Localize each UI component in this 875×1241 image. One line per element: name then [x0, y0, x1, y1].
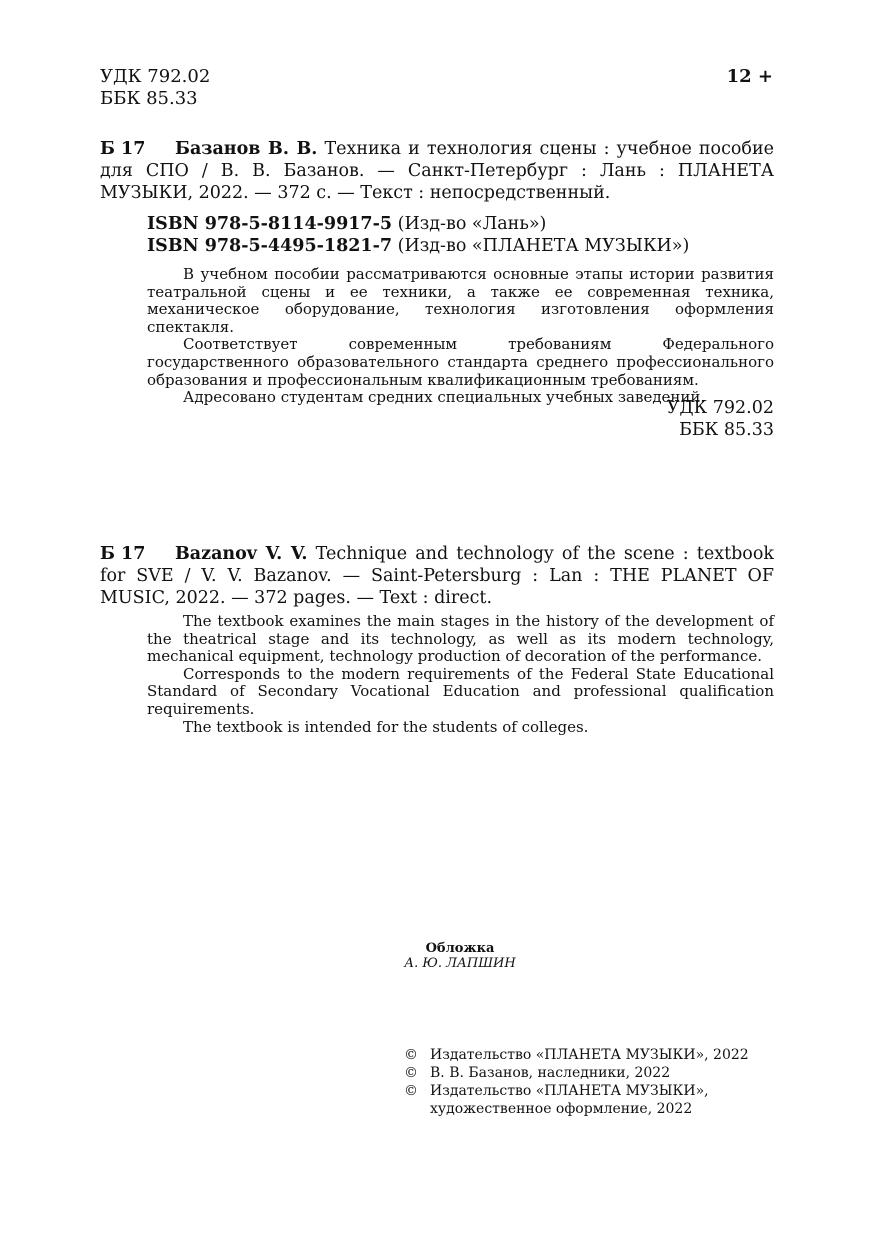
copyright-icon: © [404, 1065, 418, 1081]
en-bibliographic-entry [100, 543, 774, 609]
copyright-line: © Издательство «ПЛАНЕТА МУЗЫКИ», [404, 1083, 709, 1099]
ru-bibliographic-entry [100, 138, 774, 204]
en-library-code: Б 17 [100, 544, 146, 564]
cover-credit [300, 941, 620, 971]
en-abstract [147, 613, 774, 736]
age-rating: 12 + [726, 66, 773, 87]
ru-abstract-paragraph: В учебном пособии рассматриваются основные этапы истории развития театральной сцены и ее техники, а также ее современная техника, механическое оборудование, технология изготовления оформления спектакля. [147, 265, 774, 336]
copyright-line: © В. В. Базанов, наследники, 2022 [404, 1065, 671, 1081]
ru-author: Базанов В. В. [175, 139, 318, 159]
header-bbk: ББК 85.33 [100, 88, 198, 109]
isbn-lan: ISBN 978-5-8114-9917-5 [147, 214, 393, 234]
en-bib-text: Technique and technology of the scene : textbook for SVE / V. V. Bazanov. — Saint-Petersburg : Lan : THE PLANET OF MUSIC, 2022. — 372 pages. — Text : direct. [100, 544, 774, 608]
copyright-line-continuation: художественное оформление, 2022 [430, 1101, 693, 1117]
en-author: Bazanov V. V. [175, 544, 308, 564]
isbn-lan-publisher: (Изд-во «Лань») [397, 214, 547, 234]
en-bib-description [100, 543, 774, 609]
en-abstract-paragraph: Corresponds to the modern requirements of the Federal State Educational Standard of Secondary Vocational Education and professional qualification requirements. [147, 664, 774, 718]
copyright-line: © Издательство «ПЛАНЕТА МУЗЫКИ», 2022 [404, 1047, 749, 1063]
ru-bib-text: Техника и технология сцены : учебное пособие для СПО / В. В. Базанов. — Санкт-Петербург : Лань : ПЛАНЕТА МУЗЫКИ, 2022. — 372 с. — Текст : непосредственный. [100, 139, 774, 203]
cover-artist: А. Ю. ЛАПШИН [404, 956, 516, 971]
copyright-block [404, 1046, 749, 1118]
ru-isbn-block [147, 213, 689, 257]
ru-bbk: ББК 85.33 [679, 420, 774, 440]
header-udk: УДК 792.02 [100, 66, 211, 87]
copyright-icon: © [404, 1083, 418, 1099]
isbn-planeta-publisher: (Изд-во «ПЛАНЕТА МУЗЫКИ») [397, 236, 690, 256]
copyright-icon: © [404, 1047, 418, 1063]
cover-label: Обложка [425, 941, 495, 956]
en-abstract-paragraph: The textbook examines the main stages in the history of the development of the theatrical stage and its technology, as well as its modern technology, mechanical equipment, technology production of decoration of the performance. [147, 612, 774, 666]
ru-abstract-paragraph: Соответствует современным требованиям Федерального государственного образовательного стандарта среднего профессионального образования и профессиональным квалификационным требованиям. [147, 335, 774, 389]
ru-bib-description [100, 138, 774, 204]
header-codes [100, 66, 210, 110]
en-abstract-paragraph: The textbook is intended for the students of colleges. [183, 717, 589, 736]
ru-abstract-paragraph: Адресовано студентам средних специальных учебных заведений. [183, 388, 706, 407]
ru-udk: УДК 792.02 [666, 398, 774, 418]
ru-classification-codes [667, 397, 774, 441]
isbn-planeta: ISBN 978-5-4495-1821-7 [147, 236, 393, 256]
ru-library-code: Б 17 [100, 139, 146, 159]
ru-abstract [147, 266, 774, 407]
